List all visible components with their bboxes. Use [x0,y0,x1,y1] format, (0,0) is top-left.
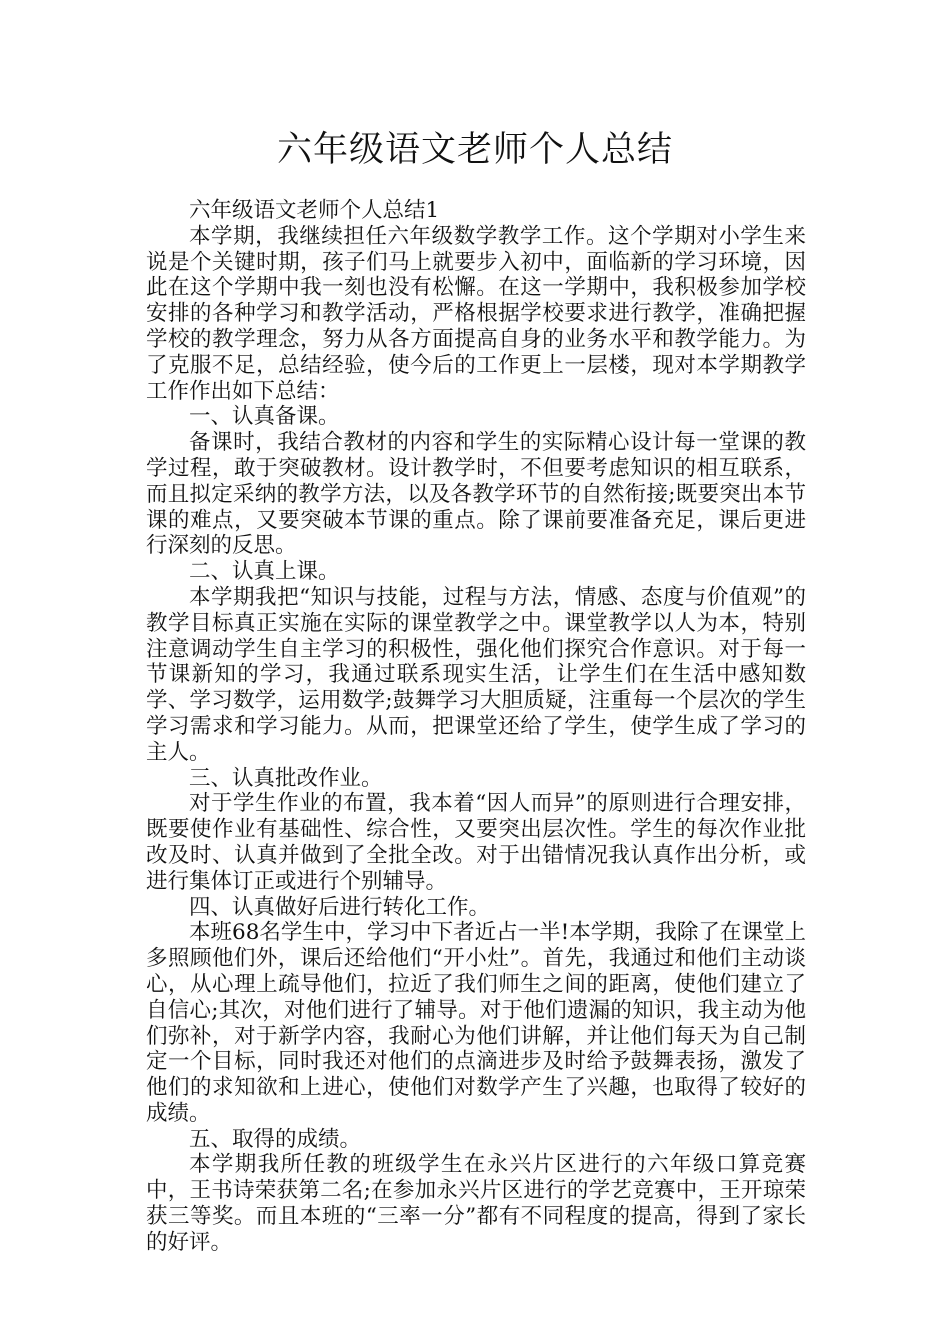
document-body [146,198,806,1256]
section-heading-5: 五、取得的成绩。 [189,1126,362,1152]
document-title: 六年级语文老师个人总结 [276,130,673,170]
paragraph-section-2: 本学期我把“知识与技能，过程与方法，情感、态度与价值观”的教学目标真正实施在实际的课堂教学之中。课堂教学以人为本，特别注意调动学生自主学习的积极性，强化他们探究合作意识。对于每一节课新知的学习，我通过联系现实生活，让学生们在生活中感知数学、学习数学，运用数学;鼓舞学习大胆质疑，注重每一个层次的学生学习需求和学习能力。从而，把课堂还给了学生，使学生成了学习的主人。 [146,584,806,765]
paragraph-section-5: 本学期我所任教的班级学生在永兴片区进行的六年级口算竞赛中，王书诗荣获第二名;在参加永兴片区进行的学艺竞赛中，王开琼荣获三等奖。而且本班的“三率一分”都有不同程度的提高，得到了家长的好评。 [146,1152,806,1255]
section-heading-3: 三、认真批改作业。 [189,765,383,791]
paragraph-section-3: 对于学生作业的布置，我本着“因人而异”的原则进行合理安排，既要使作业有基础性、综合性，又要突出层次性。学生的每次作业批改及时、认真并做到了全批全改。对于出错情况我认真作出分析，或进行集体订正或进行个别辅导。 [146,791,806,894]
section-heading-1: 一、认真备课。 [189,404,340,430]
section-heading-2: 二、认真上课。 [189,559,340,585]
paragraph-section-4: 本班68名学生中，学习中下者近占一半!本学期，我除了在课堂上多照顾他们外，课后还给他们“开小灶”。首先，我通过和他们主动谈心，从心理上疏导他们，拉近了我们师生之间的距离，使他们建立了自信心;其次，对他们进行了辅导。对于他们遗漏的知识，我主动为他们弥补，对于新学内容，我耐心为他们讲解，并让他们每天为自己制定一个目标，同时我还对他们的点滴进步及时给予鼓舞表扬，激发了他们的求知欲和上进心，使他们对数学产生了兴趣，也取得了较好的成绩。 [146,920,806,1126]
paragraph-section-1: 备课时，我结合教材的内容和学生的实际精心设计每一堂课的教学过程，敢于突破教材。设计教学时，不但要考虑知识的相互联系，而且拟定采纳的教学方法，以及各教学环节的自然衔接;既要突出本节课的难点，又要突破本节课的重点。除了课前要准备充足，课后更进行深刻的反思。 [146,430,806,559]
paragraph-subtitle: 六年级语文老师个人总结1 [189,198,440,223]
paragraph-intro: 本学期，我继续担任六年级数学教学工作。这个学期对小学生来说是个关键时期，孩子们马上就要步入初中，面临新的学习环境，因此在这个学期中我一刻也没有松懈。在这一学期中，我积极参加学校安排的各种学习和教学活动，严格根据学校要求进行教学，准确把握学校的教学理念，努力从各方面提高自身的业务水平和教学能力。为了克服不足，总结经验，使今后的工作更上一层楼，现对本学期教学工作作出如下总结： [146,223,806,404]
section-heading-4: 四、认真做好后进行转化工作。 [189,894,491,920]
